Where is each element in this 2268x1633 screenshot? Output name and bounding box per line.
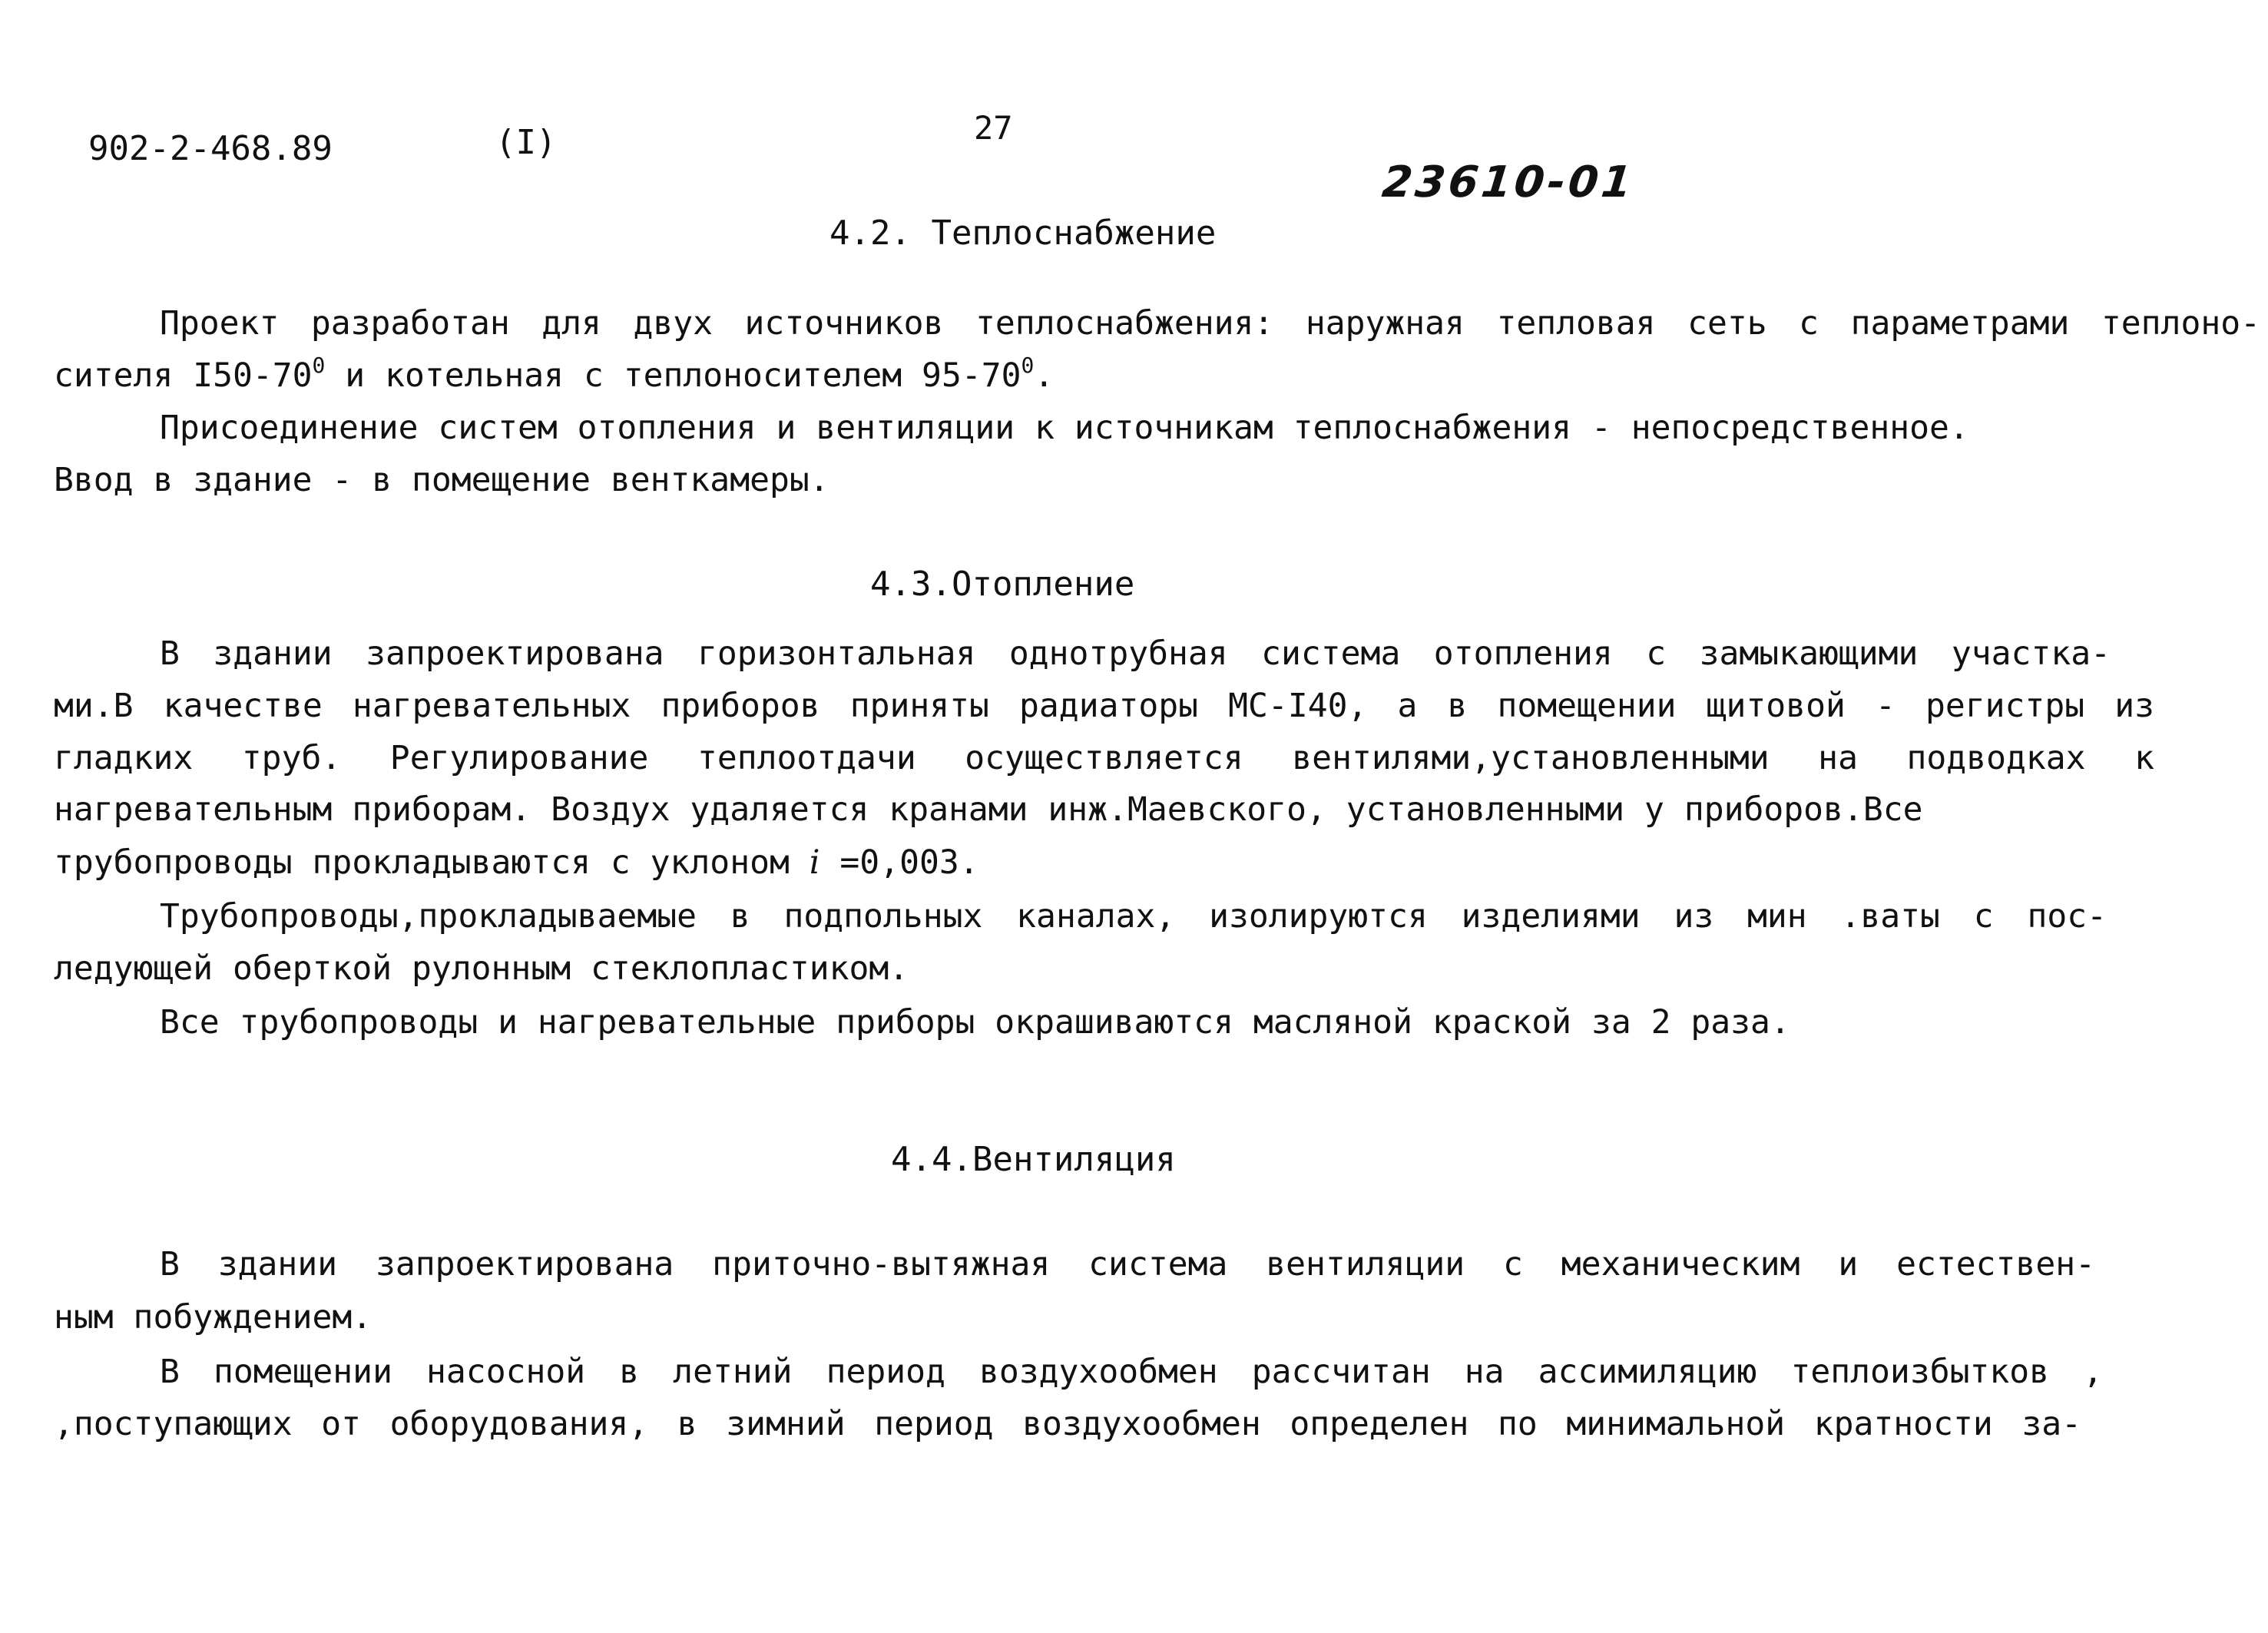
text-line: В здании запроектирована приточно-вытяжная система вентиляции с механическим и естествен- — [160, 1245, 2095, 1284]
archive-stamp: 23610-01 — [1379, 157, 1637, 207]
page-number: 27 — [974, 109, 1013, 147]
document-part: (I) — [495, 123, 557, 162]
text-line: ,поступающих от оборудования, в зимний период воздухообмен определен по минимальной кратности за- — [54, 1405, 2081, 1443]
slope-variable: i — [809, 843, 820, 882]
text-line: Ввод в здание - в помещение венткамеры. — [54, 461, 829, 499]
text-line: нагревательным приборам. Воздух удаляется кранами инж.Маевского, установленными у приборов.Все — [54, 790, 1923, 829]
text-line: сителя $I50-70^0$ и котельная с теплоносителем $95-70^0$. — [54, 353, 1055, 395]
text-line: Трубопроводы,прокладываемые в подпольных каналах, изолируются изделиями из мин .ваты с пос- — [160, 897, 2107, 936]
text-line: Присоединение систем отопления и вентиляции к источникам теплоснабжения - непосредственное. — [160, 409, 1969, 447]
superscript-degree: 0 — [312, 353, 326, 378]
text-line: ми.В качестве нагревательных приборов приняты радиаторы МС-I40, а в помещении щитовой - регистры из — [54, 687, 2154, 725]
text-line: ледующей оберткой рулонным стеклопластиком. — [54, 949, 909, 988]
text-line: ным побуждением. — [54, 1298, 372, 1337]
text-line: В помещении насосной в летний период воздухообмен рассчитан на ассимиляцию теплоизбытков , — [160, 1353, 2103, 1391]
section-heading-heat-supply: 4.2. Теплоснабжение — [829, 214, 1217, 253]
text-line: Проект разработан для двух источников теплоснабжения: наружная тепловая сеть с параметрами теплоно- — [160, 304, 2260, 343]
document-code: 902-2-468.89 — [88, 129, 333, 168]
text-line: Все трубопроводы и нагревательные приборы окрашиваются масляной краской за 2 раза. — [160, 1003, 1790, 1042]
section-heading-heating: 4.3.Отопление — [870, 565, 1135, 604]
text-line: гладких труб. Регулирование теплоотдачи осуществляется вентилями,установленными на подводках к — [54, 739, 2154, 777]
text-line: трубопроводы прокладываются с уклоном i =0,003. — [54, 843, 979, 882]
section-heading-ventilation: 4.4.Вентиляция — [891, 1140, 1176, 1179]
text-line: В здании запроектирована горизонтальная однотрубная система отопления с замыкающими участка- — [160, 634, 2111, 673]
superscript-degree: 0 — [1021, 353, 1035, 378]
